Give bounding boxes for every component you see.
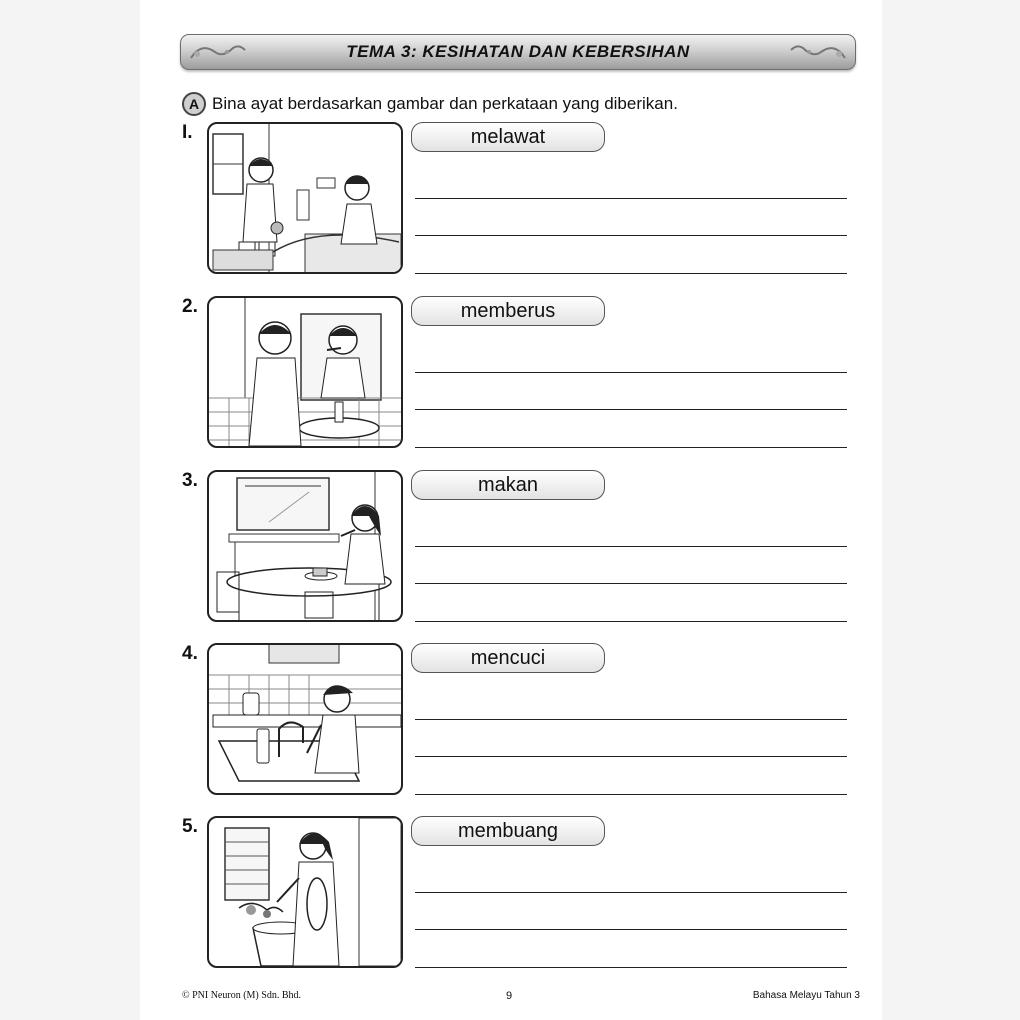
answer-line[interactable]: [415, 967, 847, 968]
answer-line[interactable]: [415, 756, 847, 757]
item-number: 5.: [182, 816, 198, 837]
item-number: 2.: [182, 296, 198, 317]
item-number: I.: [182, 122, 193, 143]
answer-line[interactable]: [415, 447, 847, 448]
item-number: 3.: [182, 470, 198, 491]
book-title: Bahasa Melayu Tahun 3: [752, 990, 860, 1001]
answer-line[interactable]: [415, 235, 847, 236]
answer-line[interactable]: [415, 621, 847, 622]
answer-line[interactable]: [415, 719, 847, 720]
exercise-item: [182, 816, 852, 974]
answer-line[interactable]: [415, 892, 847, 893]
page-title: TEMA 3: KESIHATAN DAN KEBERSIHAN: [346, 42, 690, 61]
answer-line[interactable]: [415, 583, 847, 584]
word-box: membuang: [411, 816, 605, 846]
word-box: mencuci: [411, 643, 605, 673]
answer-line[interactable]: [415, 929, 847, 930]
throwing-rubbish-illustration: [209, 818, 401, 966]
answer-line[interactable]: [415, 273, 847, 274]
eating-illustration: [209, 472, 401, 620]
answer-line[interactable]: [415, 546, 847, 547]
exercise-item: [182, 470, 852, 628]
washing-hands-illustration: [209, 645, 401, 793]
scene-picture: [207, 470, 403, 622]
theme-banner: [180, 34, 856, 70]
item-number: 4.: [182, 643, 198, 664]
answer-line[interactable]: [415, 198, 847, 199]
answer-line[interactable]: [415, 409, 847, 410]
page-number: 9: [506, 990, 513, 1002]
hospital-visit-illustration: [209, 124, 401, 272]
exercise-item: [182, 296, 852, 454]
scene-picture: [207, 816, 403, 968]
exercise-item: [182, 122, 852, 280]
section-badge: A: [182, 92, 206, 116]
scene-picture: [207, 296, 403, 448]
banner-ornament-icon: [787, 38, 849, 66]
brushing-teeth-illustration: [209, 298, 401, 446]
copyright-text: © PNI Neuron (M) Sdn. Bhd.: [182, 990, 301, 1001]
exercise-item: [182, 643, 852, 801]
instruction: [182, 92, 678, 116]
scene-picture: [207, 643, 403, 795]
scene-picture: [207, 122, 403, 274]
answer-line[interactable]: [415, 794, 847, 795]
word-box: memberus: [411, 296, 605, 326]
answer-line[interactable]: [415, 372, 847, 373]
instruction-text: Bina ayat berdasarkan gambar dan perkataan yang diberikan.: [212, 94, 678, 113]
word-box: melawat: [411, 122, 605, 152]
word-box: makan: [411, 470, 605, 500]
